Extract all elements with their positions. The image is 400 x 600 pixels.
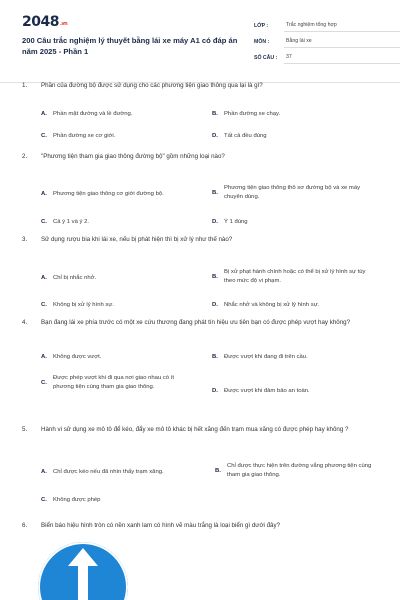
option-d[interactable]: D. Nhắc nhở và không bị xử lý hình sự. xyxy=(212,302,320,308)
question-stem xyxy=(22,425,378,435)
question-stem xyxy=(22,81,378,91)
question-number: 4. xyxy=(22,319,28,326)
document-title: 200 Câu trắc nghiệm lý thuyết bằng lái xe máy A1 có đáp án năm 2025 - Phần 1 xyxy=(22,36,238,56)
option-b[interactable]: B. Phần đường xe chạy. xyxy=(212,111,281,117)
option-a[interactable]: A. Phương tiện giao thông cơ giới đường bộ. xyxy=(41,191,164,197)
meta-row-lop xyxy=(254,16,400,32)
question-stem xyxy=(22,235,378,245)
lop-label: LỚP : xyxy=(254,23,269,29)
option-a[interactable]: A. Chỉ bị nhắc nhở. xyxy=(41,275,97,281)
option-c[interactable]: C. Cả ý 1 và ý 2. xyxy=(41,219,90,225)
meta-row-mon xyxy=(254,32,400,48)
option-b[interactable]: B. Phương tiện giao thông thô sơ đường bộ và xe máy chuyên dùng. xyxy=(212,185,361,200)
question-stem xyxy=(22,318,378,328)
question-text: Sử dụng rượu bia khi lái xe, nếu bị phát hiện thì bị xử lý như thế nào? xyxy=(41,236,233,243)
mon-label: MÔN : xyxy=(254,39,270,45)
meta-row-socau xyxy=(254,48,400,64)
question-6 xyxy=(22,521,378,531)
question-2 xyxy=(22,152,378,225)
option-a[interactable]: A. Phần mặt đường và lề đường. xyxy=(41,111,133,117)
socau-label: SỐ CÂU : xyxy=(254,55,278,61)
question-text: Bạn đang lái xe phía trước có một xe cứu thương đang phát tín hiệu ưu tiên bạn có được phép vượt hay không? xyxy=(41,319,351,326)
mon-value: Bằng lái xe xyxy=(284,38,400,48)
question-4 xyxy=(22,318,378,408)
question-number: 3. xyxy=(22,236,28,243)
option-d[interactable]: D. Tất cả đều đúng xyxy=(212,133,267,139)
question-5 xyxy=(22,425,378,503)
question-text: Phần của đường bộ được sử dụng cho các phương tiện giao thông qua lại là gì? xyxy=(41,82,263,89)
logo-text: 2048 xyxy=(22,14,59,30)
blue-circle-sign-image xyxy=(38,542,128,600)
lop-value: Trắc nghiệm tổng hợp xyxy=(284,22,400,32)
up-arrow-icon xyxy=(38,542,128,600)
options-grid xyxy=(41,328,378,408)
question-number: 5. xyxy=(22,426,28,433)
options-grid xyxy=(41,245,378,308)
question-1 xyxy=(22,81,378,139)
question-text: Hành vi sử dụng xe mô tô để kéo, đẩy xe mô tô khác bị hết xăng đến trạm mua xăng có được phép hay không ? xyxy=(41,426,349,433)
option-b[interactable]: B. Chỉ được thực hiện trên đường vắng phương tiện cùng tham gia giao thông. xyxy=(215,463,372,478)
option-b[interactable]: B. Bị xử phạt hành chính hoặc có thể bị xử lý hình sự tùy theo mức độ vi phạm. xyxy=(212,269,366,284)
option-a[interactable]: A. Không được vượt. xyxy=(41,354,102,360)
socau-value: 37 xyxy=(284,54,400,64)
options-grid xyxy=(41,162,378,225)
options-grid xyxy=(41,435,378,503)
option-c[interactable]: C. Được phép vượt khi đi qua nơi giao nhau có ít phương tiện cùng tham gia giao thông. xyxy=(41,375,174,390)
option-d[interactable]: D. Ý 1 đúng xyxy=(212,219,248,225)
option-c[interactable]: C. Phần đường xe cơ giới. xyxy=(41,133,116,139)
option-a[interactable]: A. Chỉ được kéo nếu đã nhìn thấy trạm xăng. xyxy=(41,469,164,475)
question-text: "Phương tiện tham gia giao thông đường bộ" gồm những loại nào? xyxy=(41,153,225,160)
question-number: 6. xyxy=(22,522,28,529)
logo-suffix: .vn xyxy=(59,21,68,27)
question-text: Biển báo hiệu hình tròn có nền xanh lam có hình vẽ màu trắng là loại biển gì dưới đây? xyxy=(41,522,281,529)
options-grid xyxy=(41,91,378,139)
question-stem xyxy=(22,521,378,531)
option-d[interactable]: D. Được vượt khi đảm bảo an toàn. xyxy=(212,388,310,394)
question-number: 1. xyxy=(22,82,28,89)
document-header xyxy=(22,14,378,76)
option-c[interactable]: C. Không bị xử lý hình sự. xyxy=(41,302,114,308)
question-stem xyxy=(22,152,378,162)
question-number: 2. xyxy=(22,153,28,160)
meta-box xyxy=(254,16,400,64)
option-c[interactable]: C. Không được phép xyxy=(41,497,101,503)
option-b[interactable]: B. Được vượt khi đang đi trên cầu. xyxy=(212,354,308,360)
question-3 xyxy=(22,235,378,308)
